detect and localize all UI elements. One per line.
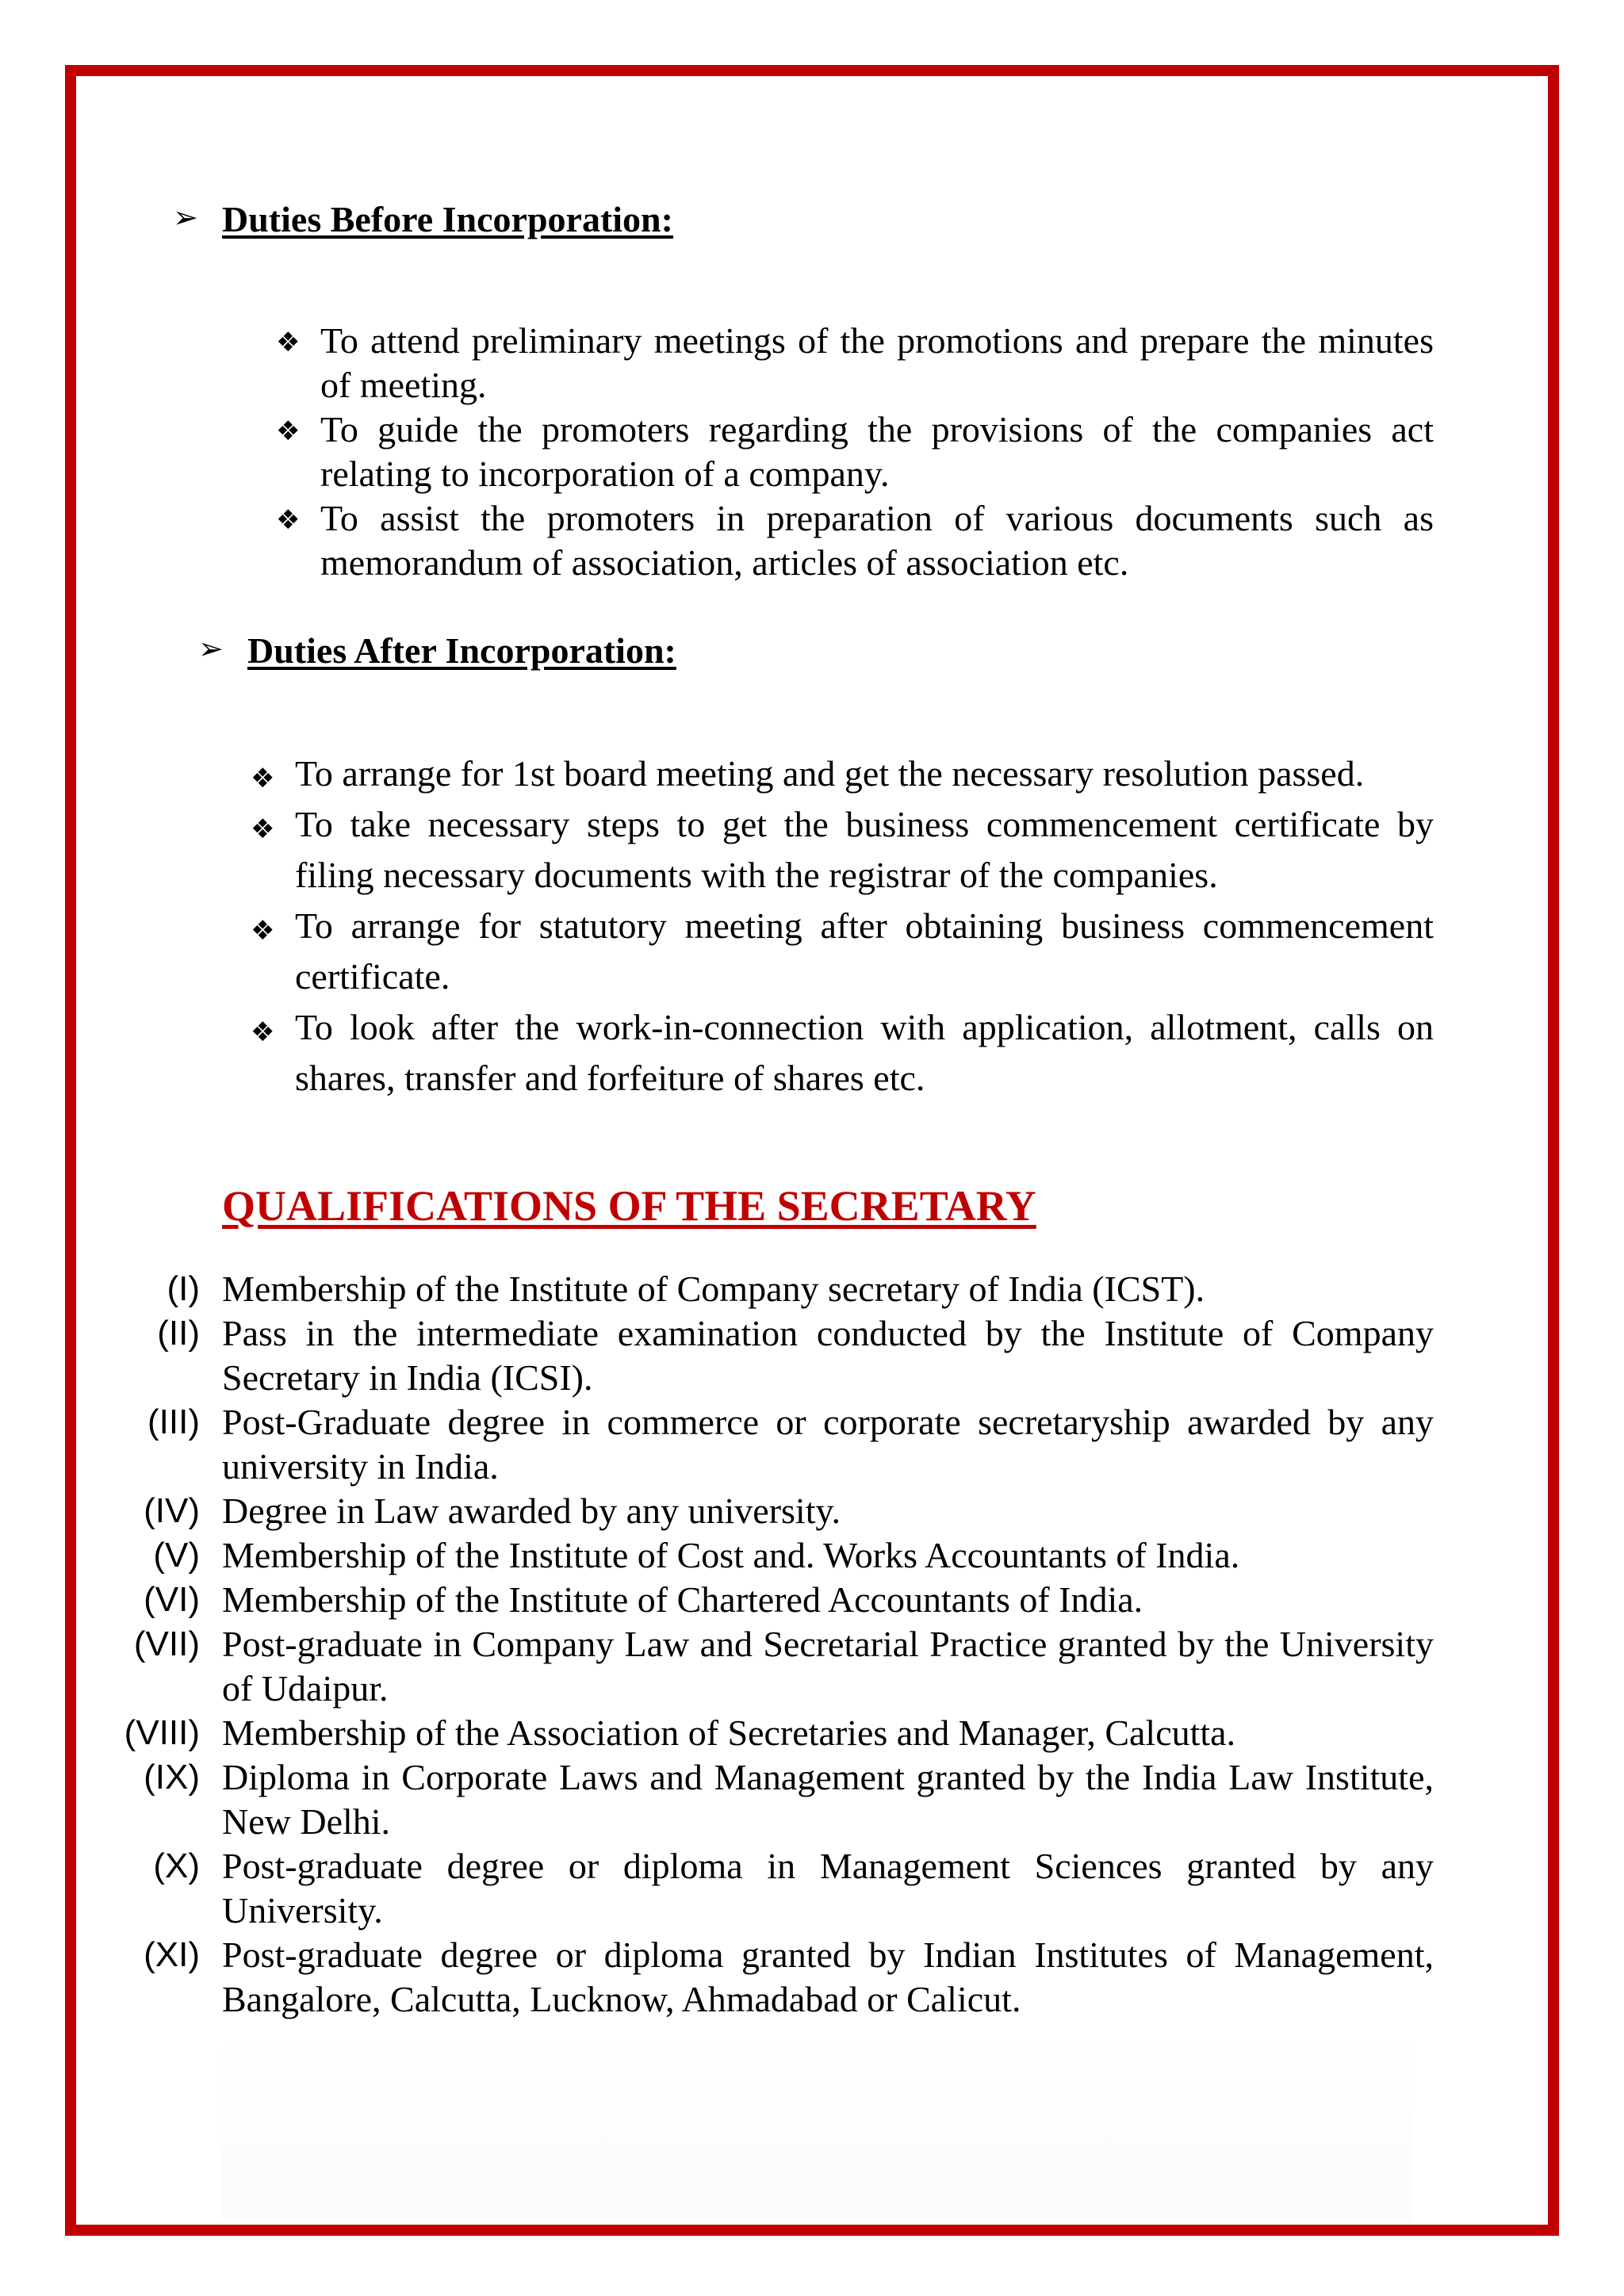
- list-item: ❖ To arrange for statutory meeting after obtaining business commencement certificate.: [251, 905, 1434, 997]
- list-item: (III) Post-Graduate degree in commerce or corporate secretaryship awarded by any university in India.: [111, 1400, 1434, 1489]
- item-number: (XI): [144, 1935, 200, 1974]
- list-item: (IX) Diploma in Corporate Laws and Management granted by the India Law Institute, New Delhi.: [111, 1755, 1434, 1844]
- qualifications-title: QUALIFICATIONS OF THE SECRETARY: [222, 1182, 1036, 1230]
- item-number: (II): [157, 1314, 200, 1353]
- list-item: ❖ To look after the work-in-connection with application, allotment, calls on shares, transfer and forfeiture of shares etc.: [251, 1007, 1434, 1098]
- diamond-bullet-icon: ❖: [276, 415, 301, 447]
- faint-background-patch: [222, 2030, 1411, 2220]
- list-item: (VI) Membership of the Institute of Chartered Accountants of India.: [111, 1578, 1434, 1622]
- list-item: (II) Pass in the intermediate examination conducted by the Institute of Company Secretary in India (ICSI).: [111, 1311, 1434, 1400]
- diamond-bullet-icon: ❖: [276, 504, 301, 536]
- duties-before-list: [276, 319, 1434, 585]
- item-number: (VI): [144, 1580, 200, 1619]
- item-number: (IX): [144, 1758, 200, 1797]
- duties-before-heading: Duties Before Incorporation:: [222, 199, 673, 239]
- item-number: (X): [153, 1846, 200, 1885]
- duties-after-heading: Duties After Incorporation:: [247, 630, 676, 671]
- arrow-bullet-icon: ➢: [173, 200, 198, 235]
- qualifications-list: [111, 1267, 1434, 2022]
- list-item: (VIII) Membership of the Association of Secretaries and Manager, Calcutta.: [111, 1711, 1434, 1755]
- duties-after-list: [251, 748, 1434, 1104]
- diamond-bullet-icon: ❖: [251, 1016, 275, 1048]
- diamond-bullet-icon: ❖: [276, 327, 301, 358]
- list-item: (V) Membership of the Institute of Cost and. Works Accountants of India.: [111, 1533, 1434, 1578]
- item-number: (I): [167, 1269, 200, 1308]
- arrow-bullet-icon: ➢: [198, 631, 224, 666]
- list-item: (VII) Post-graduate in Company Law and Secretarial Practice granted by the University of Udaipur.: [111, 1622, 1434, 1711]
- list-item: (XI) Post-graduate degree or diploma granted by Indian Institutes of Management, Bangalore, Calcutta, Lucknow, Ahmadabad or Calicut.: [111, 1933, 1434, 2022]
- item-number: (III): [147, 1402, 200, 1441]
- list-item: ❖ To take necessary steps to get the business commencement certificate by filing necessary documents with the registrar of the companies.: [251, 804, 1434, 895]
- list-item: ❖ To guide the promoters regarding the provisions of the companies act relating to incorporation of a company.: [276, 409, 1434, 494]
- diamond-bullet-icon: ❖: [251, 763, 275, 794]
- list-item: ❖ To attend preliminary meetings of the promotions and prepare the minutes of meeting.: [276, 320, 1434, 405]
- diamond-bullet-icon: ❖: [251, 813, 275, 845]
- item-number: (VII): [133, 1624, 200, 1663]
- item-number: (VIII): [124, 1713, 200, 1752]
- list-item: ❖ To assist the promoters in preparation of various documents such as memorandum of association, articles of association etc.: [276, 498, 1434, 583]
- list-item: ❖ To arrange for 1st board meeting and get the necessary resolution passed.: [251, 748, 1434, 799]
- diamond-bullet-icon: ❖: [251, 915, 275, 947]
- list-item: (IV) Degree in Law awarded by any university.: [111, 1489, 1434, 1533]
- item-number: (IV): [144, 1491, 200, 1530]
- item-number: (V): [153, 1536, 200, 1575]
- list-item: (X) Post-graduate degree or diploma in Management Sciences granted by any University.: [111, 1844, 1434, 1933]
- list-item: (I) Membership of the Institute of Company secretary of India (ICST).: [111, 1267, 1434, 1311]
